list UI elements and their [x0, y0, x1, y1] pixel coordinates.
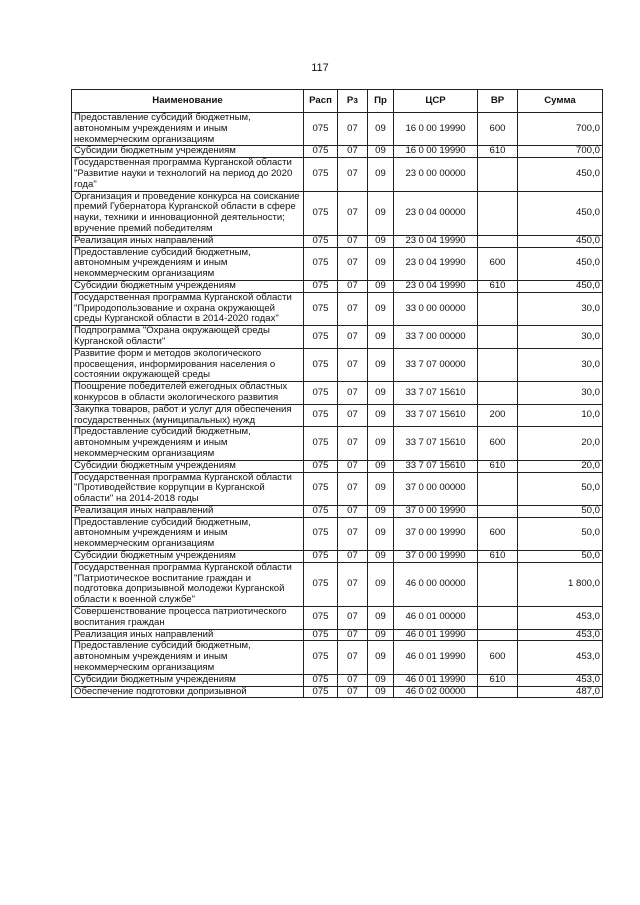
cell-csr: 46 0 01 19990 — [394, 641, 478, 674]
cell-pr: 09 — [368, 551, 394, 563]
cell-rasp: 075 — [304, 146, 338, 158]
header-pr: Пр — [368, 90, 394, 113]
cell-name: Поощрение победителей ежегодных областных конкурсов в области экологического развития — [72, 382, 304, 405]
cell-rasp: 075 — [304, 235, 338, 247]
cell-vr — [478, 686, 518, 698]
cell-rz: 07 — [338, 686, 368, 698]
cell-rz: 07 — [338, 427, 368, 460]
cell-csr: 23 0 04 19990 — [394, 247, 478, 280]
cell-csr: 33 7 07 15610 — [394, 460, 478, 472]
cell-rasp: 075 — [304, 460, 338, 472]
cell-sum: 20,0 — [518, 427, 603, 460]
cell-rz: 07 — [338, 382, 368, 405]
cell-vr — [478, 505, 518, 517]
cell-vr — [478, 562, 518, 606]
cell-name: Предоставление субсидий бюджетным, автономным учреждениям и иным некоммерческим организациям — [72, 517, 304, 550]
table-row — [72, 326, 603, 349]
cell-rasp: 075 — [304, 551, 338, 563]
cell-csr: 46 0 01 19990 — [394, 674, 478, 686]
table-row — [72, 629, 603, 641]
cell-pr: 09 — [368, 674, 394, 686]
cell-csr: 46 0 00 00000 — [394, 562, 478, 606]
cell-pr: 09 — [368, 191, 394, 235]
cell-name: Предоставление субсидий бюджетным, автономным учреждениям и иным некоммерческим организациям — [72, 427, 304, 460]
cell-rz: 07 — [338, 191, 368, 235]
table-row — [72, 607, 603, 630]
cell-pr: 09 — [368, 247, 394, 280]
cell-csr: 37 0 00 19990 — [394, 517, 478, 550]
cell-name: Государственная программа Курганской области "Природопользование и охрана окружающей среды Курганской области в 2014-2020 годах" — [72, 292, 304, 325]
cell-sum: 450,0 — [518, 158, 603, 191]
table-row — [72, 674, 603, 686]
cell-name: Субсидии бюджетным учреждениям — [72, 280, 304, 292]
cell-csr: 33 7 07 00000 — [394, 348, 478, 381]
cell-pr: 09 — [368, 517, 394, 550]
cell-name: Реализация иных направлений — [72, 235, 304, 247]
cell-pr: 09 — [368, 146, 394, 158]
cell-rasp: 075 — [304, 686, 338, 698]
cell-sum: 453,0 — [518, 674, 603, 686]
cell-rasp: 075 — [304, 562, 338, 606]
cell-sum: 700,0 — [518, 113, 603, 146]
cell-pr: 09 — [368, 460, 394, 472]
cell-name: Предоставление субсидий бюджетным, автономным учреждениям и иным некоммерческим организациям — [72, 641, 304, 674]
table-row — [72, 146, 603, 158]
cell-rasp: 075 — [304, 674, 338, 686]
cell-name: Обеспечение подготовки допризывной — [72, 686, 304, 698]
cell-rz: 07 — [338, 551, 368, 563]
table-row — [72, 280, 603, 292]
cell-pr: 09 — [368, 113, 394, 146]
cell-vr — [478, 472, 518, 505]
budget-table — [71, 89, 603, 698]
cell-csr: 23 0 04 00000 — [394, 191, 478, 235]
cell-rasp: 075 — [304, 382, 338, 405]
table-row — [72, 348, 603, 381]
cell-pr: 09 — [368, 235, 394, 247]
cell-pr: 09 — [368, 348, 394, 381]
cell-vr: 600 — [478, 247, 518, 280]
cell-pr: 09 — [368, 686, 394, 698]
cell-vr: 610 — [478, 674, 518, 686]
table-row — [72, 247, 603, 280]
cell-rz: 07 — [338, 247, 368, 280]
cell-csr: 33 7 00 00000 — [394, 326, 478, 349]
cell-csr: 23 0 04 19990 — [394, 235, 478, 247]
cell-rz: 07 — [338, 146, 368, 158]
cell-vr: 610 — [478, 460, 518, 472]
header-vr: ВР — [478, 90, 518, 113]
cell-name: Подпрограмма "Охрана окружающей среды Курганской области" — [72, 326, 304, 349]
cell-rz: 07 — [338, 674, 368, 686]
cell-rasp: 075 — [304, 641, 338, 674]
cell-csr: 16 0 00 19990 — [394, 146, 478, 158]
cell-name: Субсидии бюджетным учреждениям — [72, 551, 304, 563]
cell-vr: 600 — [478, 427, 518, 460]
cell-pr: 09 — [368, 472, 394, 505]
cell-vr: 600 — [478, 641, 518, 674]
table-row — [72, 113, 603, 146]
cell-csr: 23 0 04 19990 — [394, 280, 478, 292]
header-sum: Сумма — [518, 90, 603, 113]
table-row — [72, 517, 603, 550]
cell-name: Закупка товаров, работ и услуг для обеспечения государственных (муниципальных) нужд — [72, 404, 304, 427]
cell-pr: 09 — [368, 641, 394, 674]
cell-vr: 610 — [478, 146, 518, 158]
cell-name: Субсидии бюджетным учреждениям — [72, 460, 304, 472]
cell-vr — [478, 292, 518, 325]
header-rasp: Расп — [304, 90, 338, 113]
cell-name: Совершенствование процесса патриотического воспитания граждан — [72, 607, 304, 630]
cell-rasp: 075 — [304, 472, 338, 505]
cell-rasp: 075 — [304, 191, 338, 235]
cell-vr — [478, 348, 518, 381]
cell-pr: 09 — [368, 505, 394, 517]
cell-rasp: 075 — [304, 158, 338, 191]
cell-name: Государственная программа Курганской области "Патриотическое воспитание граждан и подготовка допризывной молодежи Курганской области к военной службе" — [72, 562, 304, 606]
cell-rasp: 075 — [304, 404, 338, 427]
cell-csr: 37 0 00 00000 — [394, 472, 478, 505]
cell-rasp: 075 — [304, 326, 338, 349]
table-row — [72, 641, 603, 674]
table-header-row — [72, 90, 603, 113]
cell-rz: 07 — [338, 562, 368, 606]
cell-csr: 37 0 00 19990 — [394, 551, 478, 563]
cell-vr — [478, 326, 518, 349]
table-row — [72, 235, 603, 247]
cell-sum: 450,0 — [518, 247, 603, 280]
cell-vr — [478, 235, 518, 247]
cell-name: Организация и проведение конкурса на соискание премий Губернатора Курганской области в сфере науки, техники и инновационной деятельности; вручение премий победителям — [72, 191, 304, 235]
cell-rz: 07 — [338, 292, 368, 325]
cell-rasp: 075 — [304, 629, 338, 641]
cell-name: Государственная программа Курганской области "Развитие науки и технологий на период до 2020 года" — [72, 158, 304, 191]
cell-pr: 09 — [368, 280, 394, 292]
cell-rasp: 075 — [304, 113, 338, 146]
cell-csr: 33 7 07 15610 — [394, 427, 478, 460]
cell-pr: 09 — [368, 158, 394, 191]
cell-csr: 46 0 01 00000 — [394, 607, 478, 630]
cell-rz: 07 — [338, 326, 368, 349]
cell-sum: 453,0 — [518, 607, 603, 630]
table-row — [72, 404, 603, 427]
cell-rasp: 075 — [304, 247, 338, 280]
cell-sum: 30,0 — [518, 382, 603, 405]
cell-vr: 610 — [478, 551, 518, 563]
cell-sum: 50,0 — [518, 472, 603, 505]
cell-sum: 50,0 — [518, 551, 603, 563]
cell-sum: 450,0 — [518, 191, 603, 235]
cell-sum: 20,0 — [518, 460, 603, 472]
cell-vr — [478, 191, 518, 235]
cell-rz: 07 — [338, 460, 368, 472]
cell-rasp: 075 — [304, 517, 338, 550]
table-row — [72, 472, 603, 505]
cell-name: Реализация иных направлений — [72, 505, 304, 517]
cell-rasp: 075 — [304, 292, 338, 325]
table-row — [72, 562, 603, 606]
cell-rz: 07 — [338, 404, 368, 427]
cell-name: Развитие форм и методов экологического просвещения, информирования населения о состоянии окружающей среды — [72, 348, 304, 381]
cell-rz: 07 — [338, 113, 368, 146]
cell-pr: 09 — [368, 629, 394, 641]
cell-rz: 07 — [338, 641, 368, 674]
cell-pr: 09 — [368, 562, 394, 606]
cell-sum: 1 800,0 — [518, 562, 603, 606]
cell-name: Реализация иных направлений — [72, 629, 304, 641]
cell-rasp: 075 — [304, 280, 338, 292]
cell-name: Субсидии бюджетным учреждениям — [72, 146, 304, 158]
header-rz: Рз — [338, 90, 368, 113]
cell-csr: 33 7 07 15610 — [394, 382, 478, 405]
cell-pr: 09 — [368, 326, 394, 349]
cell-sum: 30,0 — [518, 326, 603, 349]
cell-vr: 600 — [478, 113, 518, 146]
cell-rz: 07 — [338, 505, 368, 517]
cell-csr: 33 7 07 15610 — [394, 404, 478, 427]
cell-csr: 16 0 00 19990 — [394, 113, 478, 146]
cell-rasp: 075 — [304, 427, 338, 460]
cell-pr: 09 — [368, 427, 394, 460]
header-name: Наименование — [72, 90, 304, 113]
cell-pr: 09 — [368, 382, 394, 405]
cell-sum: 453,0 — [518, 641, 603, 674]
cell-rz: 07 — [338, 517, 368, 550]
table-row — [72, 292, 603, 325]
cell-sum: 487,0 — [518, 686, 603, 698]
cell-sum: 450,0 — [518, 280, 603, 292]
cell-sum: 50,0 — [518, 517, 603, 550]
cell-vr — [478, 382, 518, 405]
cell-csr: 46 0 02 00000 — [394, 686, 478, 698]
cell-vr: 610 — [478, 280, 518, 292]
cell-rz: 07 — [338, 348, 368, 381]
cell-rasp: 075 — [304, 348, 338, 381]
cell-sum: 30,0 — [518, 292, 603, 325]
cell-sum: 450,0 — [518, 235, 603, 247]
table-body — [72, 113, 603, 698]
cell-rz: 07 — [338, 472, 368, 505]
cell-rasp: 075 — [304, 607, 338, 630]
cell-sum: 453,0 — [518, 629, 603, 641]
cell-name: Субсидии бюджетным учреждениям — [72, 674, 304, 686]
cell-name: Государственная программа Курганской области "Противодействие коррупции в Курганской области" на 2014-2018 годы — [72, 472, 304, 505]
table-row — [72, 686, 603, 698]
cell-rz: 07 — [338, 607, 368, 630]
table-row — [72, 460, 603, 472]
cell-rz: 07 — [338, 629, 368, 641]
cell-csr: 46 0 01 19990 — [394, 629, 478, 641]
cell-rz: 07 — [338, 235, 368, 247]
cell-pr: 09 — [368, 404, 394, 427]
cell-vr — [478, 158, 518, 191]
cell-vr — [478, 607, 518, 630]
table-row — [72, 382, 603, 405]
cell-csr: 33 0 00 00000 — [394, 292, 478, 325]
header-csr: ЦСР — [394, 90, 478, 113]
cell-sum: 10,0 — [518, 404, 603, 427]
cell-vr: 600 — [478, 517, 518, 550]
page-number: 117 — [311, 62, 329, 74]
cell-vr — [478, 629, 518, 641]
cell-rz: 07 — [338, 158, 368, 191]
cell-pr: 09 — [368, 607, 394, 630]
table-row — [72, 505, 603, 517]
table-row — [72, 158, 603, 191]
cell-sum: 30,0 — [518, 348, 603, 381]
table-row — [72, 551, 603, 563]
cell-csr: 37 0 00 19990 — [394, 505, 478, 517]
cell-sum: 50,0 — [518, 505, 603, 517]
cell-name: Предоставление субсидий бюджетным, автономным учреждениям и иным некоммерческим организациям — [72, 113, 304, 146]
cell-name: Предоставление субсидий бюджетным, автономным учреждениям и иным некоммерческим организациям — [72, 247, 304, 280]
cell-sum: 700,0 — [518, 146, 603, 158]
cell-csr: 23 0 00 00000 — [394, 158, 478, 191]
table-row — [72, 191, 603, 235]
cell-rz: 07 — [338, 280, 368, 292]
cell-vr: 200 — [478, 404, 518, 427]
table-row — [72, 427, 603, 460]
cell-rasp: 075 — [304, 505, 338, 517]
cell-pr: 09 — [368, 292, 394, 325]
